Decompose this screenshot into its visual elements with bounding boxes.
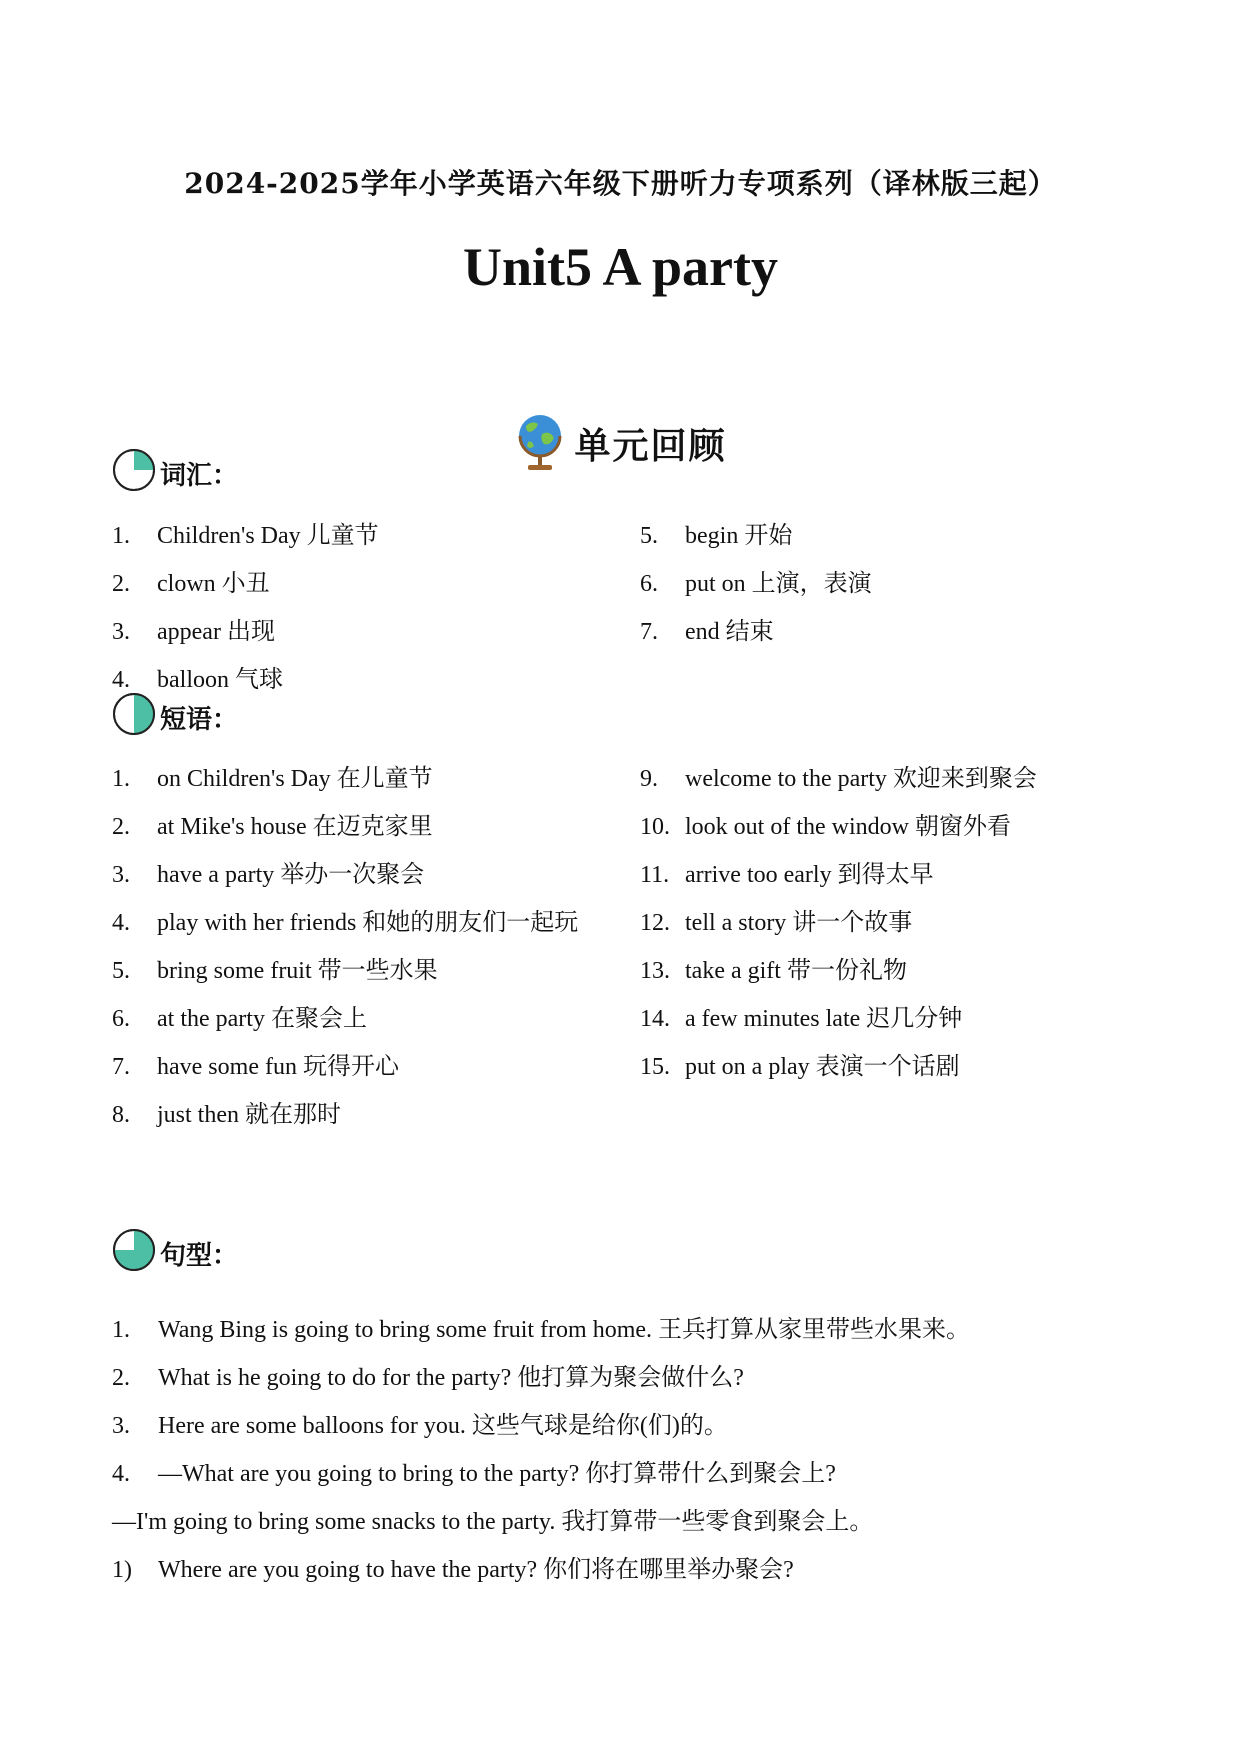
list-item: —I'm going to bring some snacks to the party. 我打算带一些零食到聚会上。: [112, 1509, 874, 1535]
sentences-label: 句型：: [160, 1241, 239, 1271]
half-pie-icon: [112, 690, 160, 738]
list-item: 2. at Mike's house 在迈克家里: [112, 814, 433, 840]
list-item: 8. just then 就在那时: [112, 1102, 341, 1128]
list-item: 2. clown 小丑: [112, 571, 270, 597]
list-item: 13. take a gift 带一份礼物: [640, 958, 907, 984]
vocabulary-heading: [112, 446, 238, 494]
list-item: 5. bring some fruit 带一些水果: [112, 958, 438, 984]
list-item: 3. have a party 举办一次聚会: [112, 862, 425, 888]
phrases-list-left: [112, 765, 578, 1149]
list-item: 1. Wang Bing is going to bring some fruit from home. 王兵打算从家里带些水果来。: [112, 1317, 971, 1343]
phrases-label: 短语：: [160, 705, 239, 735]
list-item: 6. put on 上演，表演: [640, 571, 872, 597]
vocabulary-list-left: [112, 522, 379, 714]
document-subtitle: 2024-2025学年小学英语六年级下册听力专项系列（译林版三起）: [184, 167, 1057, 200]
list-item: 7. have some fun 玩得开心: [112, 1054, 399, 1080]
sentences-list: [112, 1316, 970, 1604]
list-item: 15. put on a play 表演一个话剧: [640, 1054, 960, 1080]
list-item: 1. Children's Day 儿童节: [112, 523, 379, 549]
list-item: 5. begin 开始: [640, 523, 793, 549]
list-item: 1. on Children's Day 在儿童节: [112, 766, 433, 792]
document-title: Unit5 A party: [462, 237, 779, 297]
list-item: 4. —What are you going to bring to the party? 你打算带什么到聚会上?: [112, 1461, 836, 1487]
list-item: 3. Here are some balloons for you. 这些气球是给你(们)的。: [112, 1413, 728, 1439]
sentences-heading: [112, 1226, 238, 1274]
vocabulary-list-right: [640, 522, 872, 666]
list-item: 12. tell a story 讲一个故事: [640, 910, 913, 936]
list-item: 10. look out of the window 朝窗外看: [640, 814, 1011, 840]
review-heading-text: 单元回顾: [574, 424, 727, 467]
phrases-list-right: [640, 765, 1037, 1101]
list-item: 9. welcome to the party 欢迎来到聚会: [640, 766, 1037, 792]
quarter-pie-icon: [112, 446, 160, 494]
list-item: 3. appear 出现: [112, 619, 275, 645]
list-item: 2. What is he going to do for the party? 他打算为聚会做什么?: [112, 1365, 744, 1391]
list-item: 11. arrive too early 到得太早: [640, 862, 934, 888]
list-item: 4. balloon 气球: [112, 667, 283, 693]
list-item: 6. at the party 在聚会上: [112, 1006, 367, 1032]
globe-icon: [514, 412, 566, 474]
phrases-heading: [112, 690, 238, 738]
list-item: 14. a few minutes late 迟几分钟: [640, 1006, 963, 1032]
three-quarter-pie-icon: [112, 1226, 160, 1274]
list-item: 4. play with her friends 和她的朋友们一起玩: [112, 910, 579, 936]
list-item: 1) Where are you going to have the party? 你们将在哪里举办聚会?: [112, 1557, 794, 1583]
list-item: 7. end 结束: [640, 619, 774, 645]
vocabulary-label: 词汇：: [160, 461, 239, 491]
